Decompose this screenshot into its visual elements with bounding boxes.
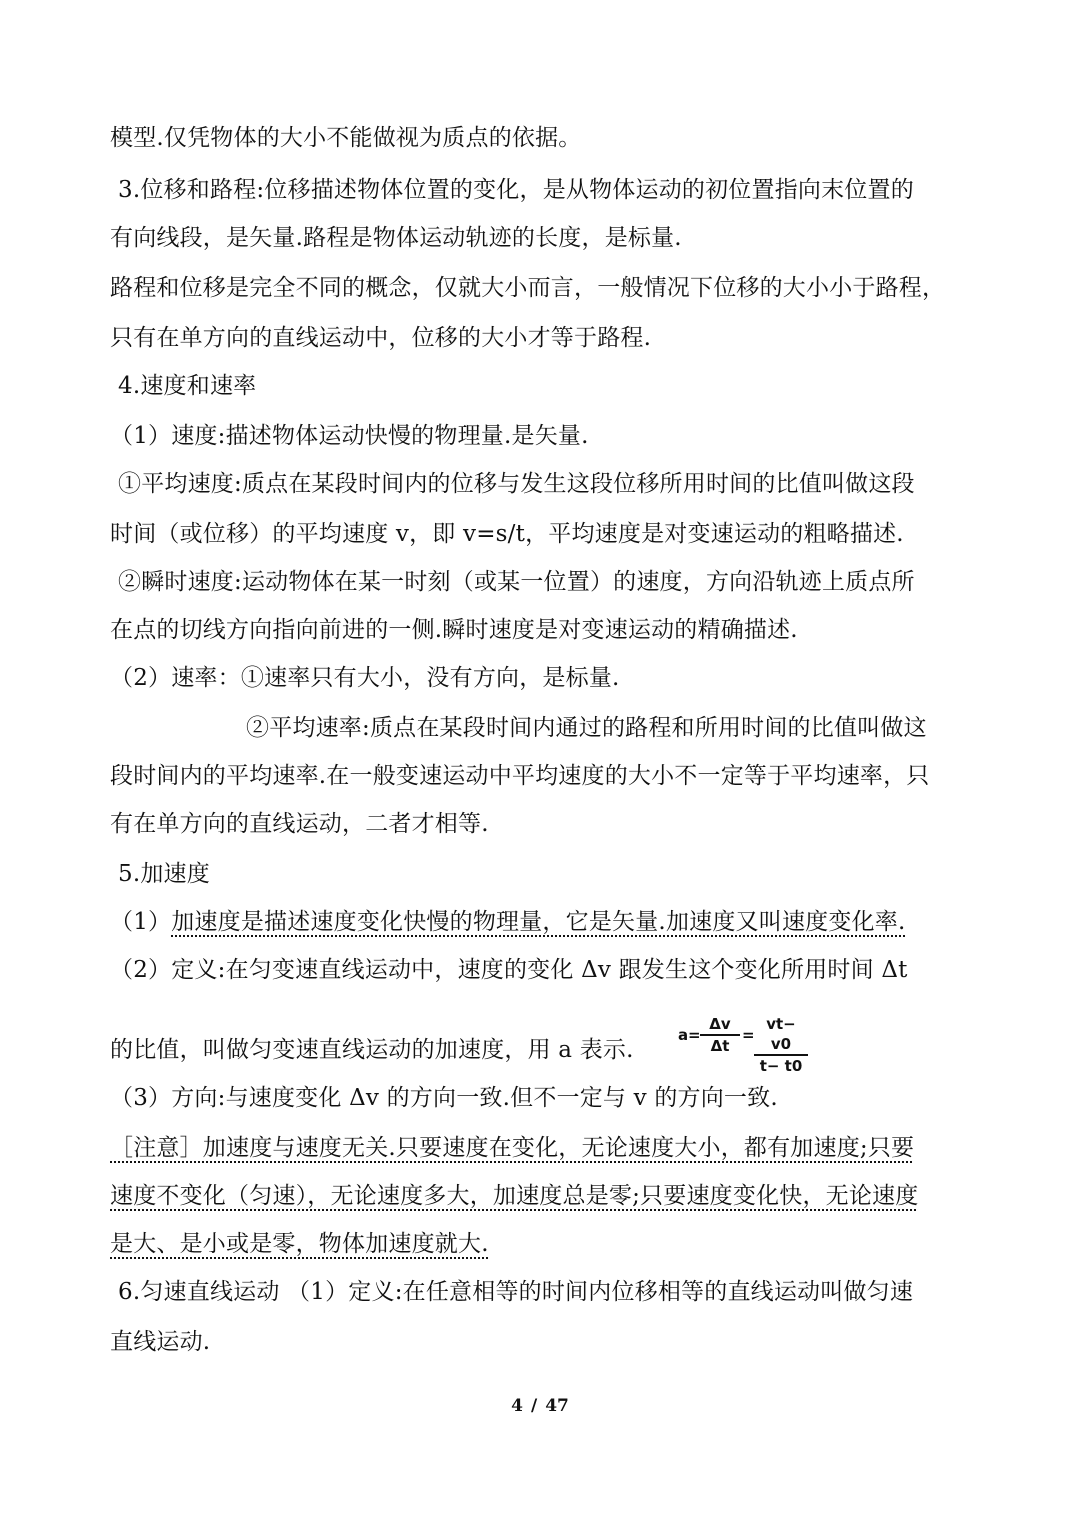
section-heading: 4.速度和速率	[118, 373, 257, 399]
text-line: ①平均速度:质点在某段时间内的位移与发生这段位移所用时间的比值叫做这段	[118, 471, 915, 497]
text-line: 有在单方向的直线运动，二者才相等.	[110, 811, 489, 837]
formula-lhs: a	[678, 1026, 689, 1044]
formula-equals: =	[688, 1026, 701, 1044]
formula-equals: =	[742, 1026, 755, 1044]
formula-denominator: Δt	[700, 1034, 740, 1056]
text-line: 路程和位移是完全不同的概念，仅就大小而言，一般情况下位移的大小小于路程，	[110, 275, 946, 301]
list-marker: （1）	[110, 909, 172, 935]
text-line: ②平均速率:质点在某段时间内通过的路程和所用时间的比值叫做这	[246, 715, 927, 741]
text-line: 段时间内的平均速率.在一般变速运动中平均速度的大小不一定等于平均速率，只	[110, 763, 930, 789]
dotted-emphasis: 速度不变化（匀速），无论速度多大，加速度总是零;只要速度变化快，无论速度	[110, 1183, 919, 1209]
dotted-emphasis: ［注意］加速度与速度无关.只要速度在变化，无论速度大小，都有加速度;只要	[110, 1135, 915, 1161]
text-line: 的比值，叫做匀变速直线运动的加速度，用 a 表示.	[110, 1037, 634, 1063]
page-separator: /	[530, 1396, 538, 1416]
text-line: 只有在单方向的直线运动中，位移的大小才等于路程.	[110, 325, 652, 351]
formula-fraction-1	[700, 1014, 740, 1056]
section-heading: 5.加速度	[118, 861, 210, 887]
section-heading: 6.匀速直线运动 （1）定义:在任意相等的时间内位移相等的直线运动叫做匀速	[118, 1279, 914, 1305]
text-line: （3）方向:与速度变化 Δv 的方向一致.但不一定与 v 的方向一致.	[110, 1085, 778, 1111]
formula-numerator: Δv	[709, 1015, 731, 1033]
dotted-emphasis: 是大、是小或是零，物体加速度就大.	[110, 1231, 489, 1257]
text-line: 时间（或位移）的平均速度 v，即 v=s/t，平均速度是对变速运动的粗略描述.	[110, 521, 904, 547]
text-line	[110, 906, 990, 938]
text-line: 直线运动.	[110, 1329, 211, 1355]
formula-fraction-2	[754, 1014, 808, 1076]
page-number	[0, 1396, 1080, 1416]
text-line: （2）定义:在匀变速直线运动中，速度的变化 Δv 跟发生这个变化所用时间 Δt	[110, 957, 908, 983]
text-line	[110, 1180, 990, 1212]
text-line: ②瞬时速度:运动物体在某一时刻（或某一位置）的速度，方向沿轨迹上质点所	[118, 569, 915, 595]
text-line: 3.位移和路程:位移描述物体位置的变化，是从物体运动的初位置指向末位置的	[118, 177, 914, 203]
text-line: 有向线段，是矢量.路程是物体运动轨迹的长度，是标量.	[110, 225, 682, 251]
text-line: （2）速率：①速率只有大小，没有方向，是标量.	[110, 665, 620, 691]
text-line: 模型.仅凭物体的大小不能做视为质点的依据。	[110, 125, 582, 151]
formula-denominator: t− t0	[754, 1054, 808, 1076]
text-line: （1）速度:描述物体运动快慢的物理量.是矢量.	[110, 423, 589, 449]
dotted-emphasis: 加速度是描述速度变化快慢的物理量，它是矢量.加速度又叫速度变化率.	[171, 909, 906, 935]
text-line	[110, 1228, 990, 1260]
text-line	[110, 1132, 990, 1164]
acceleration-formula	[678, 1014, 808, 1075]
text-line: 在点的切线方向指向前进的一侧.瞬时速度是对变速运动的精确描述.	[110, 617, 798, 643]
formula-numerator: vt− v0	[766, 1015, 796, 1053]
current-page: 4	[511, 1396, 523, 1416]
total-pages: 47	[545, 1396, 569, 1416]
